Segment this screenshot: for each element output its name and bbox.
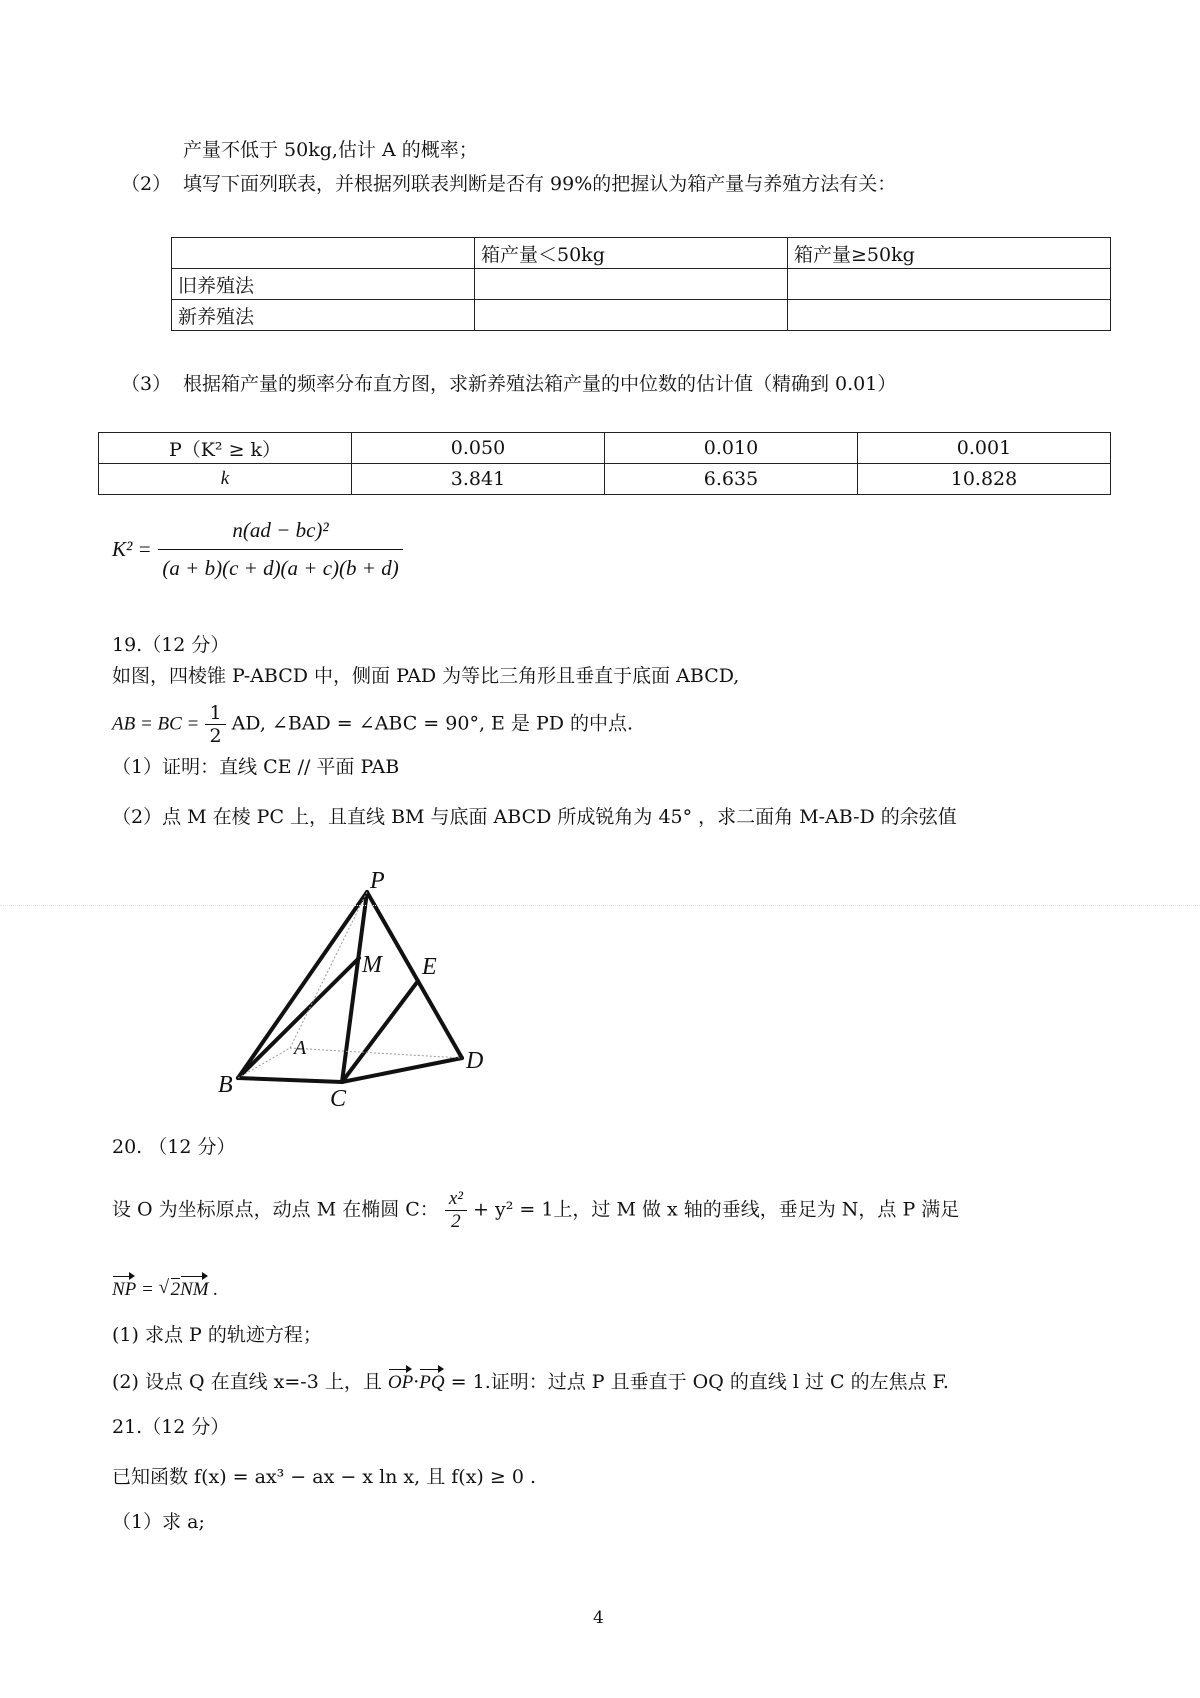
vector-np: NP bbox=[112, 1279, 137, 1300]
table-cell: k bbox=[99, 464, 352, 495]
table-cell bbox=[788, 269, 1111, 300]
contingency-table bbox=[171, 237, 1111, 331]
q21-part1: （1）求 a; bbox=[112, 1511, 205, 1533]
table-cell bbox=[172, 238, 475, 269]
critical-value-table bbox=[98, 432, 1111, 495]
ellipse-fraction bbox=[445, 1188, 467, 1233]
vector-nm: NM bbox=[180, 1279, 209, 1300]
table-cell: 3.841 bbox=[352, 464, 605, 495]
table-row bbox=[99, 464, 1111, 495]
label-C: C bbox=[330, 1086, 347, 1108]
sqrt-radicand: 2 bbox=[170, 1279, 181, 1300]
half-fraction bbox=[205, 702, 225, 747]
table-cell: 0.001 bbox=[858, 433, 1111, 464]
q18-p2-text: 填写下面列联表，并根据列联表判断是否有 99%的把握认为箱产量与养殖方法有关： bbox=[183, 173, 897, 195]
q20-part2 bbox=[112, 1370, 949, 1395]
label-B: B bbox=[218, 1072, 233, 1098]
q21-line1: 已知函数 f(x) = ax³ − ax − x ln x, 且 f(x) ≥ 0 . bbox=[112, 1466, 536, 1488]
table-cell: 旧养殖法 bbox=[172, 269, 475, 300]
table-cell: 10.828 bbox=[858, 464, 1111, 495]
chi-square-formula bbox=[112, 518, 403, 581]
q18-p3-text: 根据箱产量的频率分布直方图，求新养殖法箱产量的中位数的估计值（精确到 0.01） bbox=[183, 373, 897, 395]
formula-fraction bbox=[158, 518, 402, 581]
table-cell: 0.050 bbox=[352, 433, 605, 464]
q19-heading: 19.（12 分） bbox=[112, 634, 230, 656]
q19-line2-a: AB = BC = bbox=[112, 713, 200, 735]
label-M: M bbox=[362, 952, 382, 978]
page-number: 4 bbox=[593, 1608, 604, 1628]
table-cell bbox=[475, 269, 788, 300]
q19-line2 bbox=[112, 702, 633, 747]
table-cell: 箱产量＜50kg bbox=[475, 238, 788, 269]
fraction-denominator: 2 bbox=[209, 725, 222, 747]
fraction-numerator: 1 bbox=[205, 702, 225, 725]
q19-part2: （2）点 M 在棱 PC 上，且直线 BM 与底面 ABCD 所成锐角为 45° ，求二面角 M-AB-D 的余弦值 bbox=[112, 806, 957, 828]
q18-p3-label: （3） bbox=[121, 373, 172, 395]
ellipse-denominator: 2 bbox=[451, 1211, 461, 1232]
q20-heading: 20. （12 分） bbox=[112, 1136, 236, 1158]
table-cell bbox=[475, 300, 788, 331]
q20-vector-relation bbox=[112, 1278, 218, 1302]
dotted-divider bbox=[0, 905, 1200, 906]
q20-part2-b: = 1.证明：过点 P 且垂直于 OQ 的直线 l 过 C 的左焦点 F. bbox=[450, 1371, 949, 1393]
table-cell bbox=[788, 300, 1111, 331]
q18-line1: 产量不低于 50kg,估计 A 的概率； bbox=[183, 139, 478, 161]
q20-line1-b: + y² = 1上，过 M 做 x 轴的垂线，垂足为 N，点 P 满足 bbox=[473, 1198, 960, 1221]
q20-line1 bbox=[112, 1188, 959, 1233]
label-P: P bbox=[370, 868, 385, 894]
ellipse-numerator: x² bbox=[445, 1188, 467, 1211]
dot-product: · bbox=[413, 1371, 420, 1393]
label-E: E bbox=[422, 954, 437, 980]
equals-sign: = bbox=[141, 1279, 154, 1300]
formula-denominator: (a + b)(c + d)(a + c)(b + d) bbox=[162, 556, 399, 580]
table-cell: 6.635 bbox=[605, 464, 858, 495]
table-cell: P（K² ≥ k） bbox=[99, 433, 352, 464]
table-cell: 0.010 bbox=[605, 433, 858, 464]
formula-lhs: K² = bbox=[112, 537, 152, 561]
q19-part1: （1）证明：直线 CE // 平面 PAB bbox=[112, 756, 400, 778]
period: . bbox=[213, 1279, 219, 1300]
sqrt-two bbox=[159, 1278, 181, 1302]
q19-line1: 如图，四棱锥 P-ABCD 中，侧面 PAD 为等比三角形且垂直于底面 ABCD, bbox=[112, 665, 740, 687]
table-cell: 箱产量≥50kg bbox=[788, 238, 1111, 269]
q20-part2-a: (2) 设点 Q 在直线 x=-3 上，且 bbox=[112, 1371, 382, 1393]
q20-line1-a: 设 O 为坐标原点，动点 M 在椭圆 C： bbox=[112, 1198, 439, 1221]
formula-numerator: n(ad − bc)² bbox=[158, 518, 402, 550]
vector-pq: PQ bbox=[419, 1372, 445, 1393]
q21-heading: 21.（12 分） bbox=[112, 1416, 230, 1438]
table-row bbox=[172, 269, 1111, 300]
pyramid-figure bbox=[200, 858, 500, 1108]
table-row bbox=[99, 433, 1111, 464]
table-row bbox=[172, 238, 1111, 269]
table-cell: 新养殖法 bbox=[172, 300, 475, 331]
table-row bbox=[172, 300, 1111, 331]
q19-line2-b: AD, ∠BAD = ∠ABC = 90°, E 是 PD 的中点. bbox=[231, 712, 634, 735]
q20-part1: (1) 求点 P 的轨迹方程； bbox=[112, 1324, 322, 1346]
q18-p2-label: （2） bbox=[121, 173, 172, 195]
label-A: A bbox=[294, 1037, 307, 1059]
label-D: D bbox=[466, 1048, 484, 1074]
vector-op: OP bbox=[387, 1372, 414, 1393]
